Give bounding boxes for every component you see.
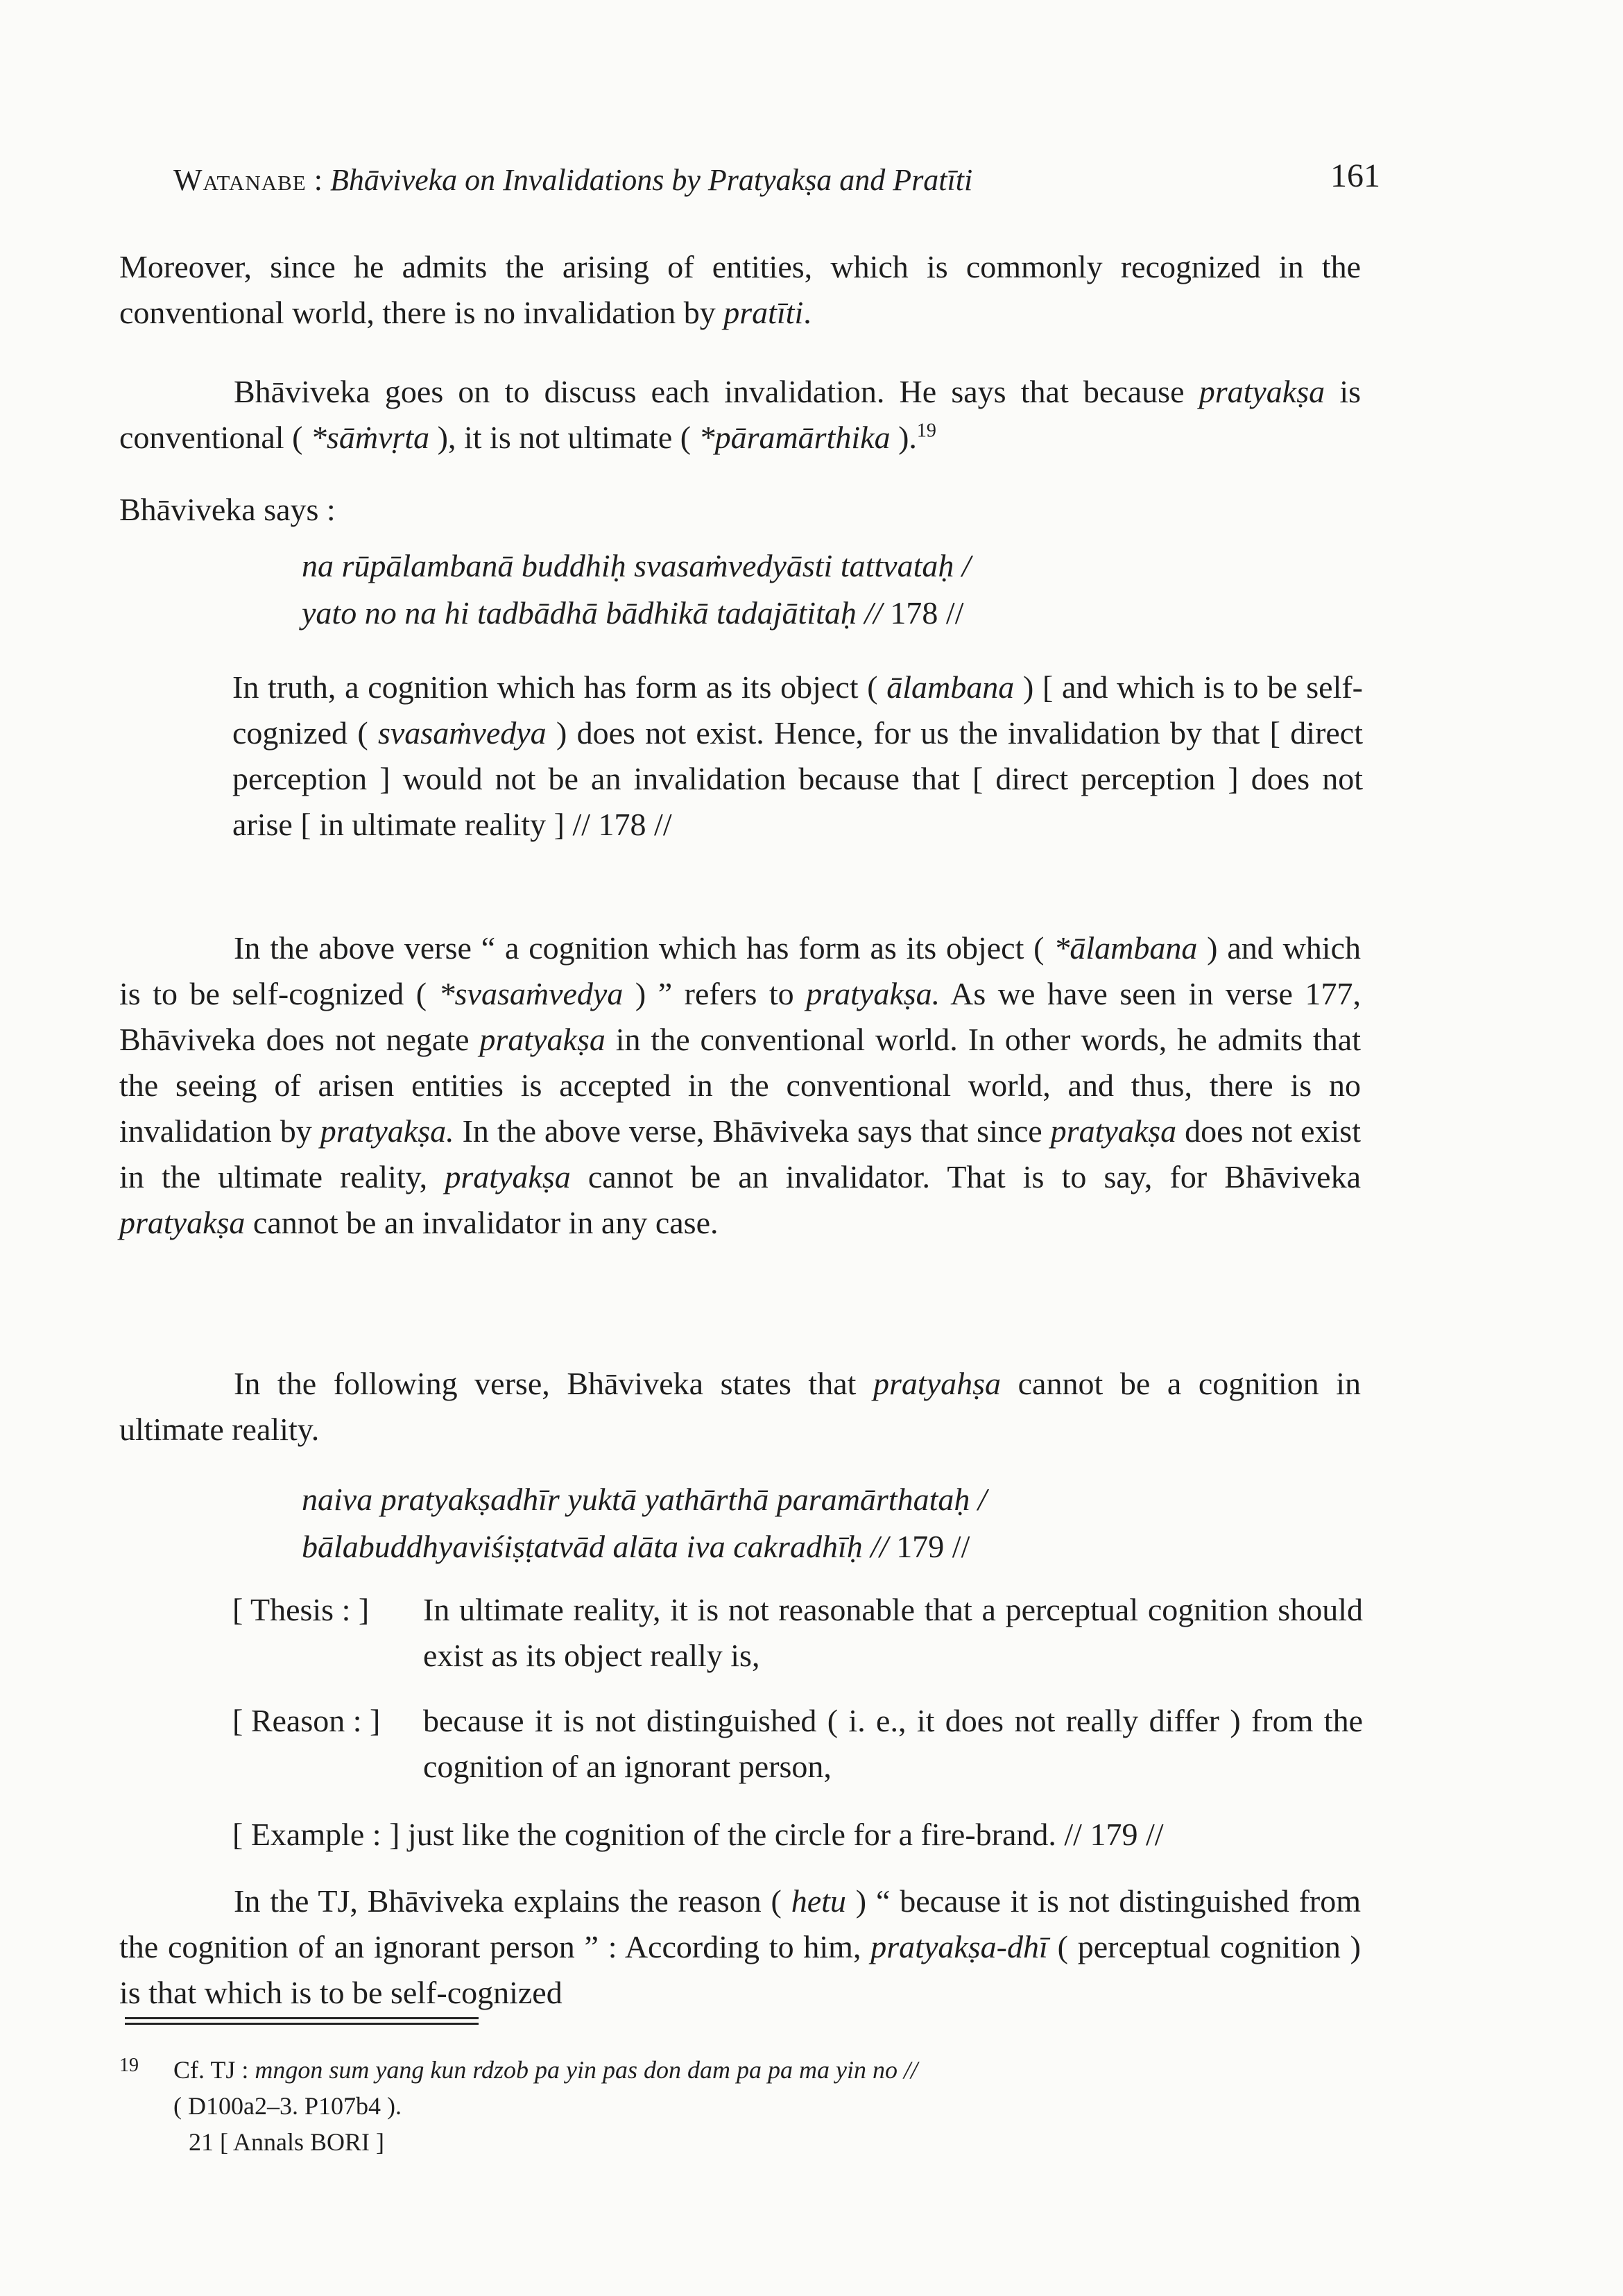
p4-m: does not exist in the ultimate reality, [119, 1113, 1361, 1194]
p4-c: ) and which is to be self-cognized ( [119, 930, 1362, 1011]
p4-n: pratyakṣa [445, 1159, 571, 1194]
p5-c: cannot be a cognition in ultimate reality. [119, 1366, 1361, 1447]
example-text: just like the cognition of the circle for a fire-brand. // 179 // [400, 1817, 1164, 1852]
p6-d: pratyakṣa-dhī [870, 1929, 1048, 1964]
p4-q: cannot be an invalidator in any case. [245, 1205, 719, 1240]
p4-a: In the above verse “ a cognition which has form as its object ( [234, 930, 1054, 966]
paragraph-4 [119, 925, 1361, 1246]
p4-h: pratyakṣa [479, 1022, 606, 1057]
p2-term-c: *pāramārthika [698, 420, 891, 455]
p2-text-a: Bhāviveka goes on to discuss each invalidation. He says that because [234, 374, 1199, 409]
t178-term-b: svasaṁvedya [377, 715, 547, 751]
p2-text-c: ), it is not ultimate ( [429, 420, 699, 455]
p1-text: Moreover, since he admits the arising of entities, which is commonly recognized in the conventional world, there is no invalidation by [119, 249, 1361, 330]
verse-179 [302, 1476, 1342, 1570]
footnote-rule [125, 2017, 479, 2019]
signature-line: 21 [ Annals BORI ] [189, 2128, 384, 2156]
footnote-tibetan: mngon sum yang kun rdzob pa yin pas don dam pa pa ma yin no // [255, 2056, 918, 2084]
p1-end: . [803, 295, 812, 330]
header-author: Watanabe [173, 163, 307, 197]
p4-b: *ālambana [1054, 930, 1198, 966]
p4-l: pratyakṣa [1050, 1113, 1177, 1149]
footnote-reference: ( D100a2–3. P107b4 ). [173, 2092, 402, 2120]
paragraph-5 [119, 1361, 1361, 1453]
thesis-text: In ultimate reality, it is not reasonable that a perceptual cognition should exist as its object really is, [423, 1592, 1363, 1673]
p4-f: pratyakṣa. [806, 976, 941, 1011]
verse-179-number: 179 // [888, 1529, 970, 1564]
p6-a: In the TJ, Bhāviveka explains the reason ( [234, 1883, 791, 1919]
verse-179-line-2: bālabuddhyaviśiṣṭatvād alāta iva cakradhīḥ // [302, 1529, 888, 1564]
syllogism-reason [232, 1698, 1363, 1790]
p2-term-b: *sāṁvṛta [310, 420, 430, 455]
footnote-ref-19[interactable]: 19 [916, 420, 936, 442]
running-header [173, 157, 1380, 201]
reason-text: because it is not distinguished ( i. e., it does not really differ ) from the cognition of an ignorant person, [423, 1703, 1363, 1784]
paragraph-3: Bhāviveka says : [119, 492, 336, 527]
p4-k: In the above verse, Bhāviveka says that since [454, 1113, 1051, 1149]
paragraph-2 [119, 369, 1361, 461]
verse-178-line-2: yato no na hi tadbādhā bādhikā tadajātitaḥ // [302, 595, 882, 631]
footnote-number: 19 [119, 2055, 139, 2076]
p4-d: *svasaṁvedya [438, 976, 624, 1011]
p6-c: ) “ because it is not distinguished from the cognition of an ignorant person ” : According to him, [119, 1883, 1361, 1964]
p4-p: pratyakṣa [119, 1205, 246, 1240]
p2-text-b: is conventional ( [119, 374, 1361, 455]
t178-text-c: ) does not exist. Hence, for us the invalidation by that [ direct perception ] would not be an invalidation because that [ direct perception ] does not arise [ in ultimate reality ] // 178 // [232, 715, 1363, 842]
p4-i: in the conventional world. In other words, he admits that the seeing of arisen entities is accepted in the conventional world, and thus, there is no invalidation by [119, 1022, 1361, 1149]
t178-text-b: ) [ and which is to be self-cognized ( [232, 669, 1363, 751]
p2-term-a: pratyakṣa [1199, 374, 1325, 409]
p5-b: pratyahṣa [873, 1366, 1002, 1401]
paragraph-6 [119, 1878, 1361, 2016]
header-title: Bhāviveka on Invalidations by Pratyakṣa and Pratīti [329, 163, 973, 197]
translation-178 [232, 665, 1363, 848]
syllogism-example [232, 1812, 1363, 1858]
paragraph-1 [119, 244, 1361, 336]
t178-term-a: ālambana [886, 669, 1015, 705]
p5-a: In the following verse, Bhāviveka states that [234, 1366, 874, 1401]
reason-label: [ Reason : ] [232, 1703, 381, 1738]
header-separator: : [306, 163, 330, 197]
footnote-19 [119, 2052, 1368, 2160]
footnote-rule-2 [125, 2023, 479, 2025]
p1-term: pratīti [723, 295, 804, 330]
verse-179-line-1: naiva pratyakṣadhīr yuktā yathārthā paramārthataḥ / [302, 1482, 987, 1517]
p6-e: ( perceptual cognition ) is that which is to be self-cognized [119, 1929, 1361, 2010]
verse-178 [302, 542, 1342, 637]
p6-b: hetu [791, 1883, 846, 1919]
p4-j: pratyakṣa. [320, 1113, 454, 1149]
thesis-label: [ Thesis : ] [232, 1592, 370, 1627]
verse-178-number: 178 // [882, 595, 964, 631]
page-number: 161 [1330, 157, 1380, 194]
p4-o: cannot be an invalidator. That is to say, for Bhāviveka [570, 1159, 1361, 1194]
verse-178-line-1: na rūpālambanā buddhiḥ svasaṁvedyāsti tattvataḥ / [302, 548, 971, 583]
syllogism-thesis [232, 1587, 1363, 1679]
footnote-cf: Cf. TJ : [173, 2056, 255, 2084]
t178-text-a: In truth, a cognition which has form as its object ( [232, 669, 887, 705]
p4-e: ) ” refers to [623, 976, 807, 1011]
p4-g: As we have seen in verse 177, Bhāviveka does not negate [119, 976, 1361, 1057]
p2-text-d: ). [890, 420, 917, 455]
example-label: [ Example : ] [232, 1817, 400, 1852]
